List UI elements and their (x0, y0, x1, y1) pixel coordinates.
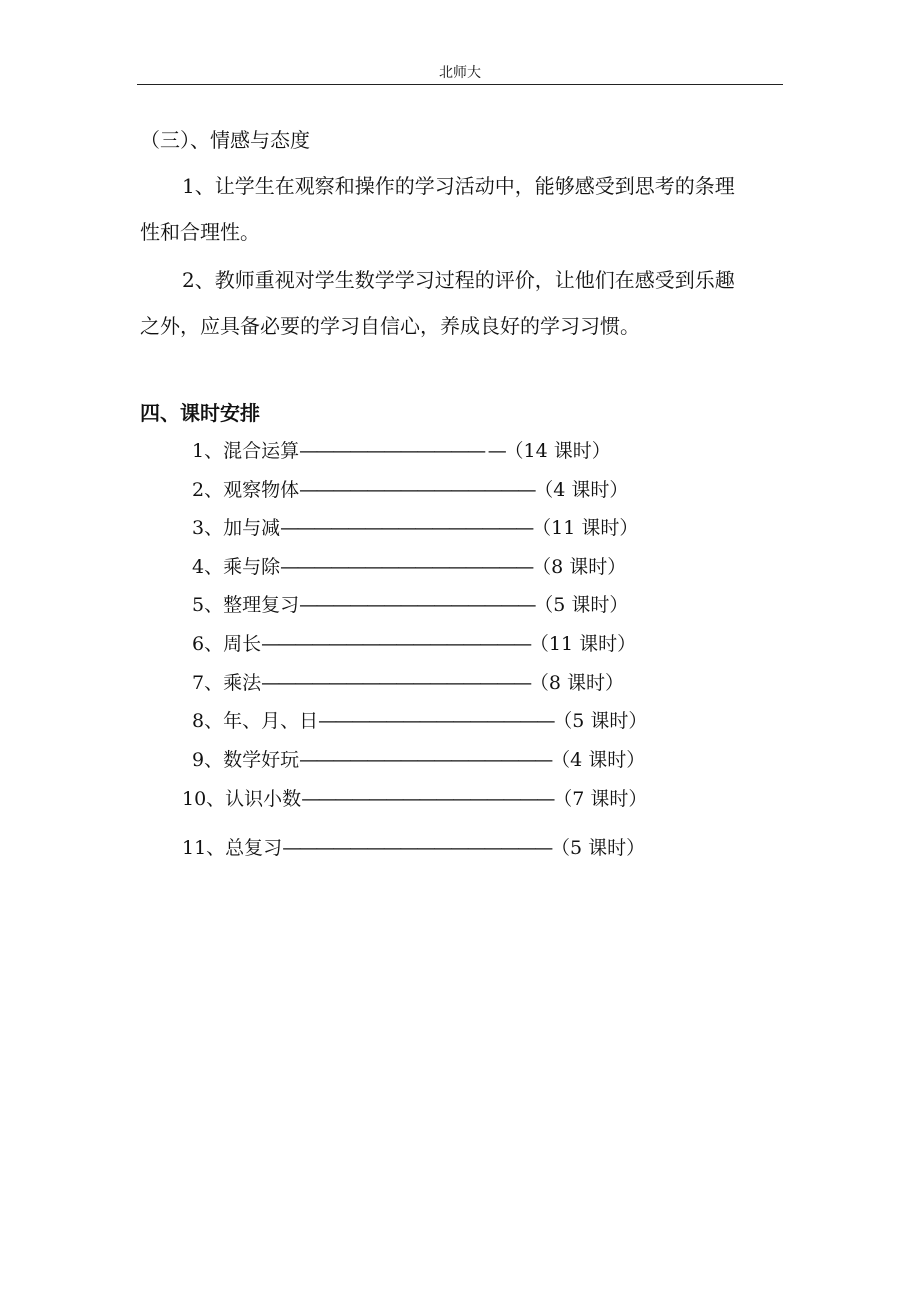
schedule-item-leader: ——————————————— (280, 556, 533, 578)
schedule-item-leader: —————————————— (299, 594, 535, 616)
schedule-item-label: 11、总复习 (182, 837, 283, 859)
schedule-item-label: 6、周长 (192, 633, 262, 655)
schedule-item-label: 2、观察物体 (192, 479, 300, 501)
attitude-item-1-line-2: 性和合理性。 (140, 220, 260, 244)
schedule-item (192, 437, 611, 465)
schedule-item-label: 5、整理复习 (192, 594, 300, 616)
schedule-item-hours: （5 课时） (551, 837, 646, 859)
schedule-item (182, 834, 645, 862)
attitude-item-1-line-1: 1、让学生在观察和操作的学习活动中，能够感受到思考的条理 (182, 174, 735, 198)
schedule-heading: 四、课时安排 (140, 401, 260, 425)
schedule-item-leader: ———————————————— (261, 672, 530, 694)
schedule-item-hours: （5 课时） (534, 594, 629, 616)
schedule-item-label: 7、乘法 (192, 672, 262, 694)
schedule-item-leader: ——————————————— (299, 749, 552, 771)
attitude-item-2-line-1: 2、教师重视对学生数学学习过程的评价，让他们在感受到乐趣 (182, 268, 735, 292)
schedule-item-hours: （5 课时） (553, 710, 648, 732)
schedule-item-label: 8、年、月、日 (192, 710, 319, 732)
schedule-item-label: 3、加与减 (192, 517, 281, 539)
schedule-item (192, 476, 628, 504)
schedule-item-leader: ———————————————— (282, 837, 551, 859)
schedule-item (182, 785, 647, 813)
schedule-item-leader: ———————————————— (261, 633, 530, 655)
schedule-item (192, 591, 628, 619)
schedule-item-hours: （11 课时） (529, 633, 637, 655)
schedule-item (192, 630, 636, 658)
schedule-item-leader: ——————————————— (280, 517, 533, 539)
schedule-item-hours: （4 课时） (551, 749, 646, 771)
header-title: 北师大 (439, 65, 481, 81)
attitude-heading: （三）、情感与态度 (140, 128, 310, 152)
schedule-item (192, 514, 638, 542)
attitude-item-2-line-2: 之外，应具备必要的学习自信心，养成良好的学习习惯。 (140, 314, 640, 338)
schedule-item-label: 1、混合运算 (192, 440, 300, 462)
schedule-item-leader: —————————————— (318, 710, 554, 732)
schedule-item-hours: （14 课时） (504, 440, 611, 462)
schedule-item-label: 4、乘与除 (192, 556, 281, 578)
schedule-item-leader: ——————————— — (299, 440, 505, 462)
schedule-item-leader: ——————————————— (301, 788, 554, 810)
schedule-item-label: 10、认识小数 (182, 788, 302, 810)
schedule-item (192, 553, 626, 581)
schedule-item-hours: （8 课时） (529, 672, 625, 694)
schedule-item-hours: （7 课时） (553, 788, 648, 810)
schedule-item-leader: —————————————— (299, 479, 535, 501)
schedule-item-hours: （11 课时） (532, 517, 639, 539)
schedule-item-hours: （8 课时） (532, 556, 627, 578)
schedule-item-hours: （4 课时） (534, 479, 629, 501)
schedule-item (192, 707, 647, 735)
schedule-item (192, 669, 624, 697)
schedule-item-label: 9、数学好玩 (192, 749, 300, 771)
schedule-item (192, 746, 645, 774)
